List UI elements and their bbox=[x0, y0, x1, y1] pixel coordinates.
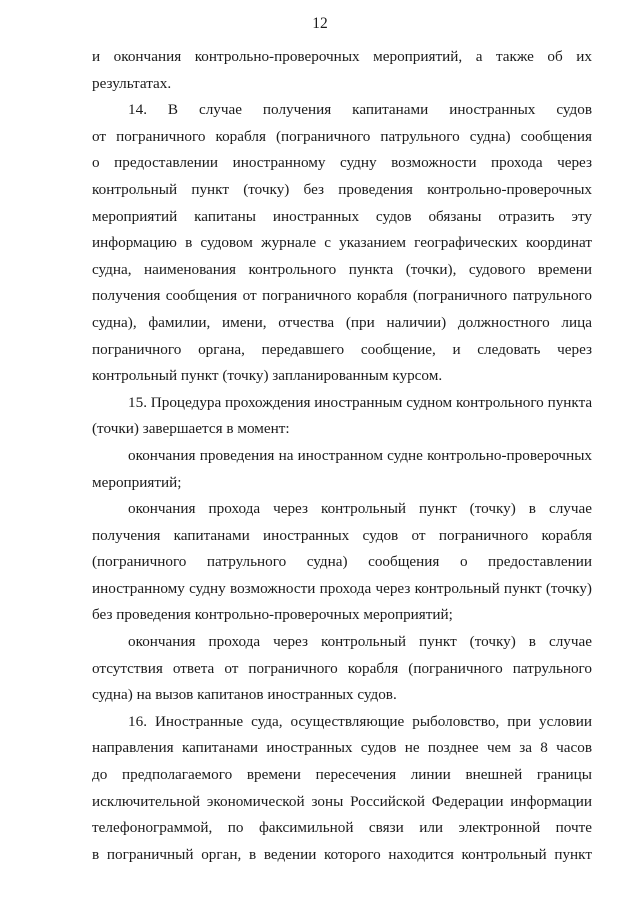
text-line: получения сообщения от пограничного корабля (пограничного патрульного bbox=[92, 287, 592, 305]
text-line: судна) на вызов капитанов иностранных судов. bbox=[92, 686, 397, 704]
text-line: результатах. bbox=[92, 74, 172, 92]
page-number: 12 bbox=[312, 15, 328, 32]
text-line: отсутствия ответа от пограничного корабля (пограничного патрульного bbox=[92, 659, 592, 677]
text-line: получения капитанами иностранных судов от пограничного корабля bbox=[92, 526, 592, 544]
text-line: без проведения контрольно-проверочных мероприятий; bbox=[92, 606, 453, 624]
text-line: окончания прохода через контрольный пункт (точку) в случае bbox=[128, 500, 592, 518]
text-line: 14. В случае получения капитанами иностранных судов bbox=[128, 101, 592, 119]
text-line: и окончания контрольно-проверочных мероприятий, а также об их bbox=[92, 48, 592, 65]
text-line: 15. Процедура прохождения иностранным судном контрольного пункта bbox=[128, 393, 592, 411]
text-line: информацию в судовом журнале с указанием географических координат bbox=[92, 234, 592, 252]
text-line: контрольный пункт (точку) без проведения контрольно-проверочных bbox=[92, 180, 592, 198]
text-line: окончания прохода через контрольный пункт (точку) в случае bbox=[128, 633, 592, 651]
text-line: исключительной экономической зоны Российской Федерации информации bbox=[92, 792, 592, 810]
text-line: мероприятий капитаны иностранных судов обязаны отразить эту bbox=[92, 207, 592, 225]
text-line: направления капитанами иностранных судов не позднее чем за 8 часов bbox=[92, 739, 592, 757]
text-line: мероприятий; bbox=[92, 473, 182, 491]
text-line: в пограничный орган, в ведении которого находится контрольный пункт bbox=[92, 845, 592, 863]
text-line: (пограничного патрульного судна) сообщения о предоставлении bbox=[92, 553, 592, 571]
text-line: судна), фамилии, имени, отчества (при наличии) должностного лица bbox=[92, 313, 592, 331]
text-line: иностранному судну возможности прохода через контрольный пункт (точку) bbox=[92, 579, 592, 597]
document-body bbox=[92, 44, 592, 868]
text-line: пограничного органа, передавшего сообщение, и следовать через bbox=[92, 340, 592, 358]
text-line: окончания проведения на иностранном судне контрольно-проверочных bbox=[128, 446, 592, 464]
text-line: от пограничного корабля (пограничного патрульного судна) сообщения bbox=[92, 127, 592, 145]
text-line: 16. Иностранные суда, осуществляющие рыболовство, при условии bbox=[128, 712, 592, 730]
text-line: судна, наименования контрольного пункта (точки), судового времени bbox=[92, 260, 592, 278]
text-line: (точки) завершается в момент: bbox=[92, 420, 290, 438]
text-line: о предоставлении иностранному судну возможности прохода через bbox=[92, 154, 592, 172]
text-line: до предполагаемого времени пересечения линии внешней границы bbox=[92, 766, 592, 784]
text-line: контрольный пункт (точку) запланированным курсом. bbox=[92, 367, 443, 385]
text-line: телефонограммой, по факсимильной связи или электронной почте bbox=[92, 819, 592, 837]
